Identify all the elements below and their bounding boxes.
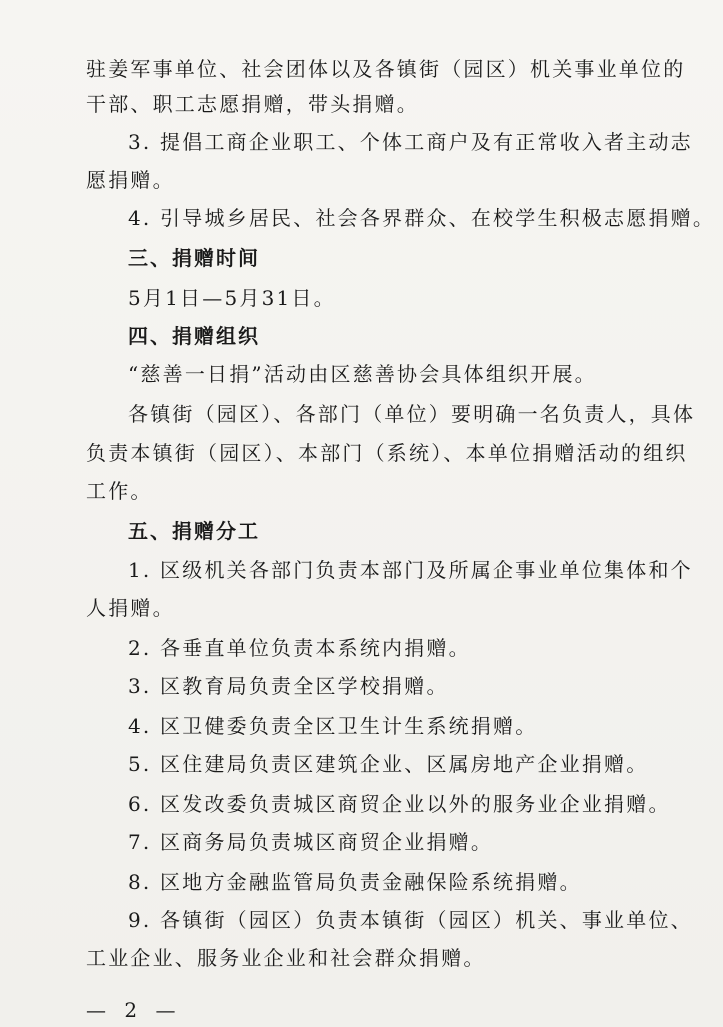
list-item: 7. 区商务局负责城区商贸企业捐赠。 bbox=[128, 830, 494, 854]
text-line: 工业企业、服务业企业和社会群众捐赠。 bbox=[86, 946, 486, 970]
text-line: 愿捐赠。 bbox=[86, 168, 175, 192]
list-item: 1. 区级机关各部门负责本部门及所属企事业单位集体和个 bbox=[128, 558, 693, 582]
list-item: 4. 区卫健委负责全区卫生计生系统捐赠。 bbox=[128, 714, 538, 738]
section-heading: 三、捐赠时间 bbox=[128, 246, 260, 270]
list-item: 9. 各镇街（园区）负责本镇街（园区）机关、事业单位、 bbox=[128, 908, 693, 932]
text-line: 干部、职工志愿捐赠，带头捐赠。 bbox=[86, 92, 419, 116]
text-line: 负责本镇街（园区）、本部门（系统）、本单位捐赠活动的组织 bbox=[86, 441, 688, 465]
list-item: 8. 区地方金融监管局负责金融保险系统捐赠。 bbox=[128, 870, 582, 894]
section-heading: 四、捐赠组织 bbox=[128, 324, 260, 348]
text-line: “慈善一日捐”活动由区慈善协会具体组织开展。 bbox=[128, 362, 597, 386]
section-heading: 五、捐赠分工 bbox=[128, 519, 260, 543]
list-item: 6. 区发改委负责城区商贸企业以外的服务业企业捐赠。 bbox=[128, 792, 671, 816]
text-line: 人捐赠。 bbox=[86, 596, 175, 620]
list-item: 4. 引导城乡居民、社会各界群众、在校学生积极志愿捐赠。 bbox=[128, 206, 716, 230]
text-line: 工作。 bbox=[86, 479, 153, 503]
list-item: 3. 区教育局负责全区学校捐赠。 bbox=[128, 674, 449, 698]
text-line: 5月1日—5月31日。 bbox=[128, 286, 336, 310]
page-number: — 2 — bbox=[86, 998, 182, 1022]
list-item: 5. 区住建局负责区建筑企业、区属房地产企业捐赠。 bbox=[128, 752, 649, 776]
list-item: 3. 提倡工商企业职工、个体工商户及有正常收入者主动志 bbox=[128, 130, 693, 154]
list-item: 2. 各垂直单位负责本系统内捐赠。 bbox=[128, 636, 471, 660]
text-line: 驻姜军事单位、社会团体以及各镇街（园区）机关事业单位的 bbox=[86, 57, 686, 81]
text-line: 各镇街（园区）、各部门（单位）要明确一名负责人，具体 bbox=[128, 402, 696, 426]
